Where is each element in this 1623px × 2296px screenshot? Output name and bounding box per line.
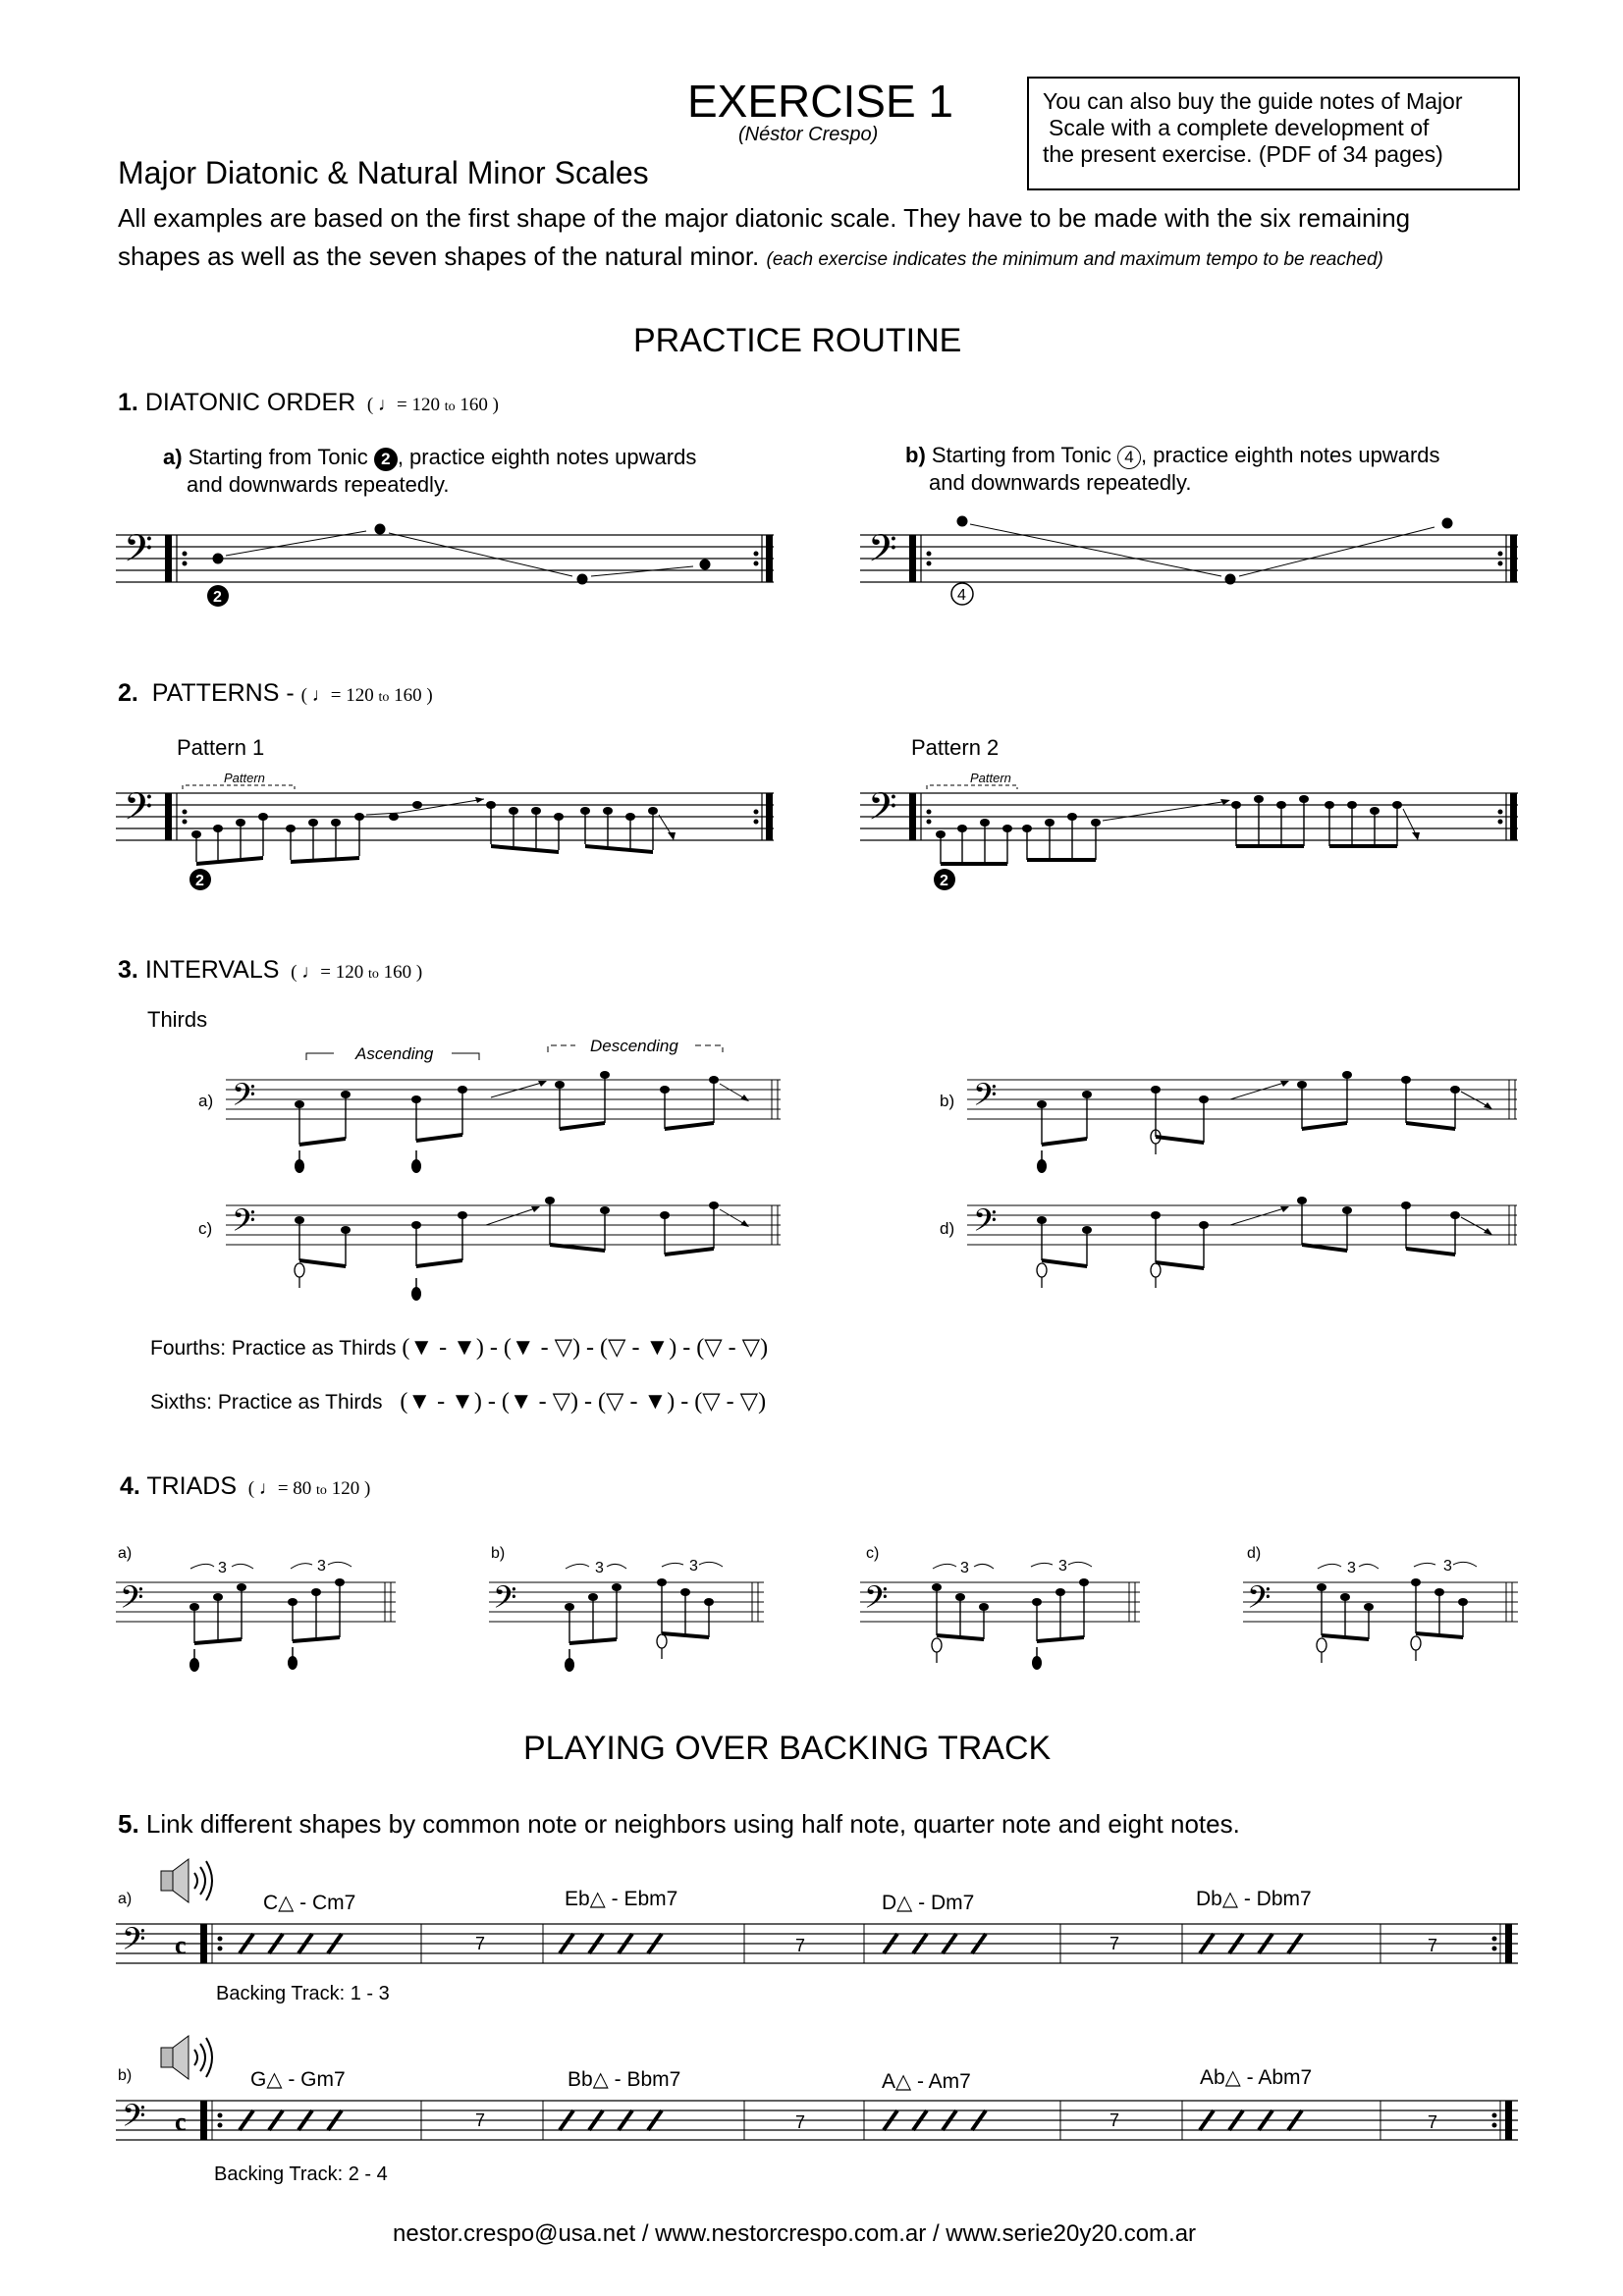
svg-text:3: 3 <box>317 1558 326 1575</box>
tempo-marking: ( ♩= 80 to 120 ) <box>243 1478 371 1499</box>
section-1-heading: 1. DIATONIC ORDER ( ♩= 120 to 160 ) <box>118 389 499 416</box>
pattern-tag: Pattern <box>970 771 1011 785</box>
triad-staff-d <box>1243 1553 1538 1681</box>
repeat-bar-sign: 7 <box>475 1934 486 1953</box>
svg-text:𝄢: 𝄢 <box>124 526 153 579</box>
chord-a-2: Eb△ - Ebm7 <box>565 1888 678 1910</box>
descending-label: Descending <box>590 1037 678 1055</box>
svg-text:3: 3 <box>1347 1560 1356 1576</box>
svg-text:𝄢: 𝄢 <box>122 1921 146 1964</box>
backing-a-label: a) <box>118 1891 133 1907</box>
backing-b-label: b) <box>118 2067 133 2084</box>
pick-down-icon <box>1037 1150 1047 1173</box>
repeat-bar-sign: 7 <box>1428 1936 1438 1955</box>
author: (Néstor Crespo) <box>738 124 879 145</box>
svg-text:𝄢: 𝄢 <box>973 1202 998 1246</box>
pick-up-icon <box>1317 1638 1326 1663</box>
pattern-1-label: Pattern 1 <box>177 735 265 760</box>
repeat-bar-sign: 7 <box>795 2112 806 2132</box>
triad-label-d: d) <box>1247 1545 1262 1562</box>
svg-text:c: c <box>175 1931 187 1959</box>
pick-down-icon <box>189 1649 199 1672</box>
tempo-marking: ( ♩= 120 to 160 ) <box>300 685 433 706</box>
staff-pattern-1 <box>116 766 779 893</box>
svg-text:𝄢: 𝄢 <box>1247 1579 1271 1623</box>
svg-text:3: 3 <box>689 1558 698 1575</box>
page-title: EXERCISE 1 <box>687 76 953 127</box>
speaker-icon[interactable] <box>157 2034 216 2083</box>
svg-text:3: 3 <box>218 1560 227 1576</box>
repeat-bar-sign: 7 <box>795 1936 806 1955</box>
svg-text:𝄢: 𝄢 <box>973 1077 998 1120</box>
svg-text:𝄢: 𝄢 <box>232 1202 256 1246</box>
backing-staff-b <box>116 2091 1530 2160</box>
chord-a-4: Db△ - Dbm7 <box>1196 1888 1312 1910</box>
pick-up-icon <box>1037 1263 1047 1288</box>
svg-text:𝄢: 𝄢 <box>868 526 897 579</box>
chord-a-3: D△ - Dm7 <box>882 1892 975 1914</box>
svg-text:3: 3 <box>1058 1558 1067 1575</box>
pick-up-icon <box>657 1634 667 1659</box>
section-heading-practice: PRACTICE ROUTINE <box>633 322 962 359</box>
svg-text:𝄢: 𝄢 <box>122 2098 146 2141</box>
chord-b-4: Ab△ - Abm7 <box>1200 2066 1313 2089</box>
svg-text:𝄢: 𝄢 <box>124 784 153 837</box>
tonic-2-icon: 2 <box>374 448 398 471</box>
section-heading-backing: PLAYING OVER BACKING TRACK <box>523 1730 1052 1767</box>
descending-bracket <box>546 1042 725 1054</box>
triad-label-a: a) <box>118 1545 133 1562</box>
pick-up-icon <box>932 1638 942 1663</box>
svg-text:𝄢: 𝄢 <box>493 1579 517 1623</box>
chord-b-1: G△ - Gm7 <box>250 2068 346 2091</box>
svg-text:3: 3 <box>960 1560 969 1576</box>
svg-text:𝄢: 𝄢 <box>868 784 897 837</box>
staff-1a <box>116 525 779 614</box>
interval-staff-a <box>226 1070 785 1178</box>
pick-down-icon <box>565 1649 574 1672</box>
triad-staff-b <box>489 1553 784 1681</box>
pick-down-icon <box>411 1278 421 1301</box>
svg-text:2: 2 <box>195 873 204 889</box>
svg-text:𝄢: 𝄢 <box>232 1077 256 1120</box>
svg-text:c: c <box>175 2108 187 2136</box>
triad-label-c: c) <box>866 1545 880 1562</box>
section-2-heading: 2. PATTERNS - ( ♩= 120 to 160 ) <box>118 679 433 707</box>
svg-text:3: 3 <box>595 1560 604 1576</box>
s1-a-text: a) Starting from Tonic 2 , practice eighth notes upwards and downwards repeatedly. <box>163 445 697 497</box>
fourths-line: Fourths: Practice as Thirds (▼ - ▼) - (▼ - ▽) - (▽ - ▼) - (▽ - ▽) <box>150 1335 769 1361</box>
info-box: You can also buy the guide notes of Major Scale with a complete development of the present exercise. (PDF of 34 pages) <box>1027 77 1520 190</box>
pattern-tag: Pattern <box>224 771 265 785</box>
triad-label-b: b) <box>491 1545 506 1562</box>
backing-track-a: Backing Track: 1 - 3 <box>216 1983 390 2004</box>
staff-pattern-2 <box>860 766 1523 893</box>
staff-1b <box>860 525 1523 614</box>
pattern-2-label: Pattern 2 <box>911 735 1000 760</box>
svg-text:2: 2 <box>213 589 222 606</box>
repeat-bar-sign: 7 <box>1109 1934 1120 1953</box>
footer-links[interactable]: nestor.crespo@usa.net / www.nestorcrespo.com.ar / www.serie20y20.com.ar <box>393 2220 1197 2247</box>
triad-staff-a <box>116 1553 410 1681</box>
pick-down-icon <box>411 1150 421 1173</box>
interval-staff-d <box>967 1196 1527 1308</box>
pick-up-icon <box>1151 1263 1161 1288</box>
ascending-bracket <box>304 1050 481 1062</box>
tempo-marking: ( ♩= 120 to 160 ) <box>286 962 423 983</box>
intro-line-1: All examples are based on the first shape of the major diatonic scale. They have to be made with the six remaining <box>118 203 1411 233</box>
svg-text:𝄢: 𝄢 <box>864 1579 889 1623</box>
section-3-heading: 3. INTERVALS ( ♩= 120 to 160 ) <box>118 956 423 984</box>
svg-text:3: 3 <box>1443 1558 1452 1575</box>
backing-track-b: Backing Track: 2 - 4 <box>214 2163 388 2185</box>
interval-staff-b <box>967 1070 1527 1178</box>
s1-b-text: b) Starting from Tonic 4 , practice eighth notes upwards and downwards repeatedly. <box>905 443 1440 495</box>
repeat-bar-sign: 7 <box>475 2110 486 2130</box>
repeat-bar-sign: 7 <box>1428 2112 1438 2132</box>
speaker-icon[interactable] <box>157 1857 216 1906</box>
section-5-text: 5. Link different shapes by common note or neighbors using half note, quarter note and eight notes. <box>118 1809 1240 1839</box>
chord-a-1: C△ - Cm7 <box>263 1892 356 1914</box>
pick-down-icon <box>288 1647 298 1670</box>
interval-label-c: c) <box>198 1219 213 1238</box>
ascending-label: Ascending <box>355 1044 434 1063</box>
svg-text:4: 4 <box>957 587 966 604</box>
intro-line-2: shapes as well as the seven shapes of the natural minor. (each exercise indicates the minimum and maximum tempo to be reached) <box>118 241 1383 271</box>
interval-label-a: a) <box>198 1092 214 1110</box>
svg-text:𝄢: 𝄢 <box>120 1579 144 1623</box>
triad-staff-c <box>860 1553 1155 1681</box>
sixths-line: Sixths: Practice as Thirds (▼ - ▼) - (▼ - ▽) - (▽ - ▼) - (▽ - ▽) <box>150 1389 767 1415</box>
chord-b-3: A△ - Am7 <box>882 2070 971 2093</box>
pick-up-icon <box>1411 1636 1421 1661</box>
thirds-label: Thirds <box>147 1007 208 1032</box>
pick-down-icon <box>1032 1647 1042 1670</box>
pick-down-icon <box>295 1150 304 1173</box>
tonic-4-icon: 4 <box>1117 446 1141 469</box>
subtitle: Major Diatonic & Natural Minor Scales <box>118 155 649 190</box>
tempo-marking: ( ♩= 120 to 160 ) <box>362 395 499 415</box>
interval-staff-c <box>226 1196 785 1308</box>
section-4-heading: 4. TRIADS ( ♩= 80 to 120 ) <box>120 1472 371 1500</box>
repeat-bar-sign: 7 <box>1109 2110 1120 2130</box>
pick-up-icon <box>295 1263 304 1288</box>
interval-label-b: b) <box>940 1092 955 1110</box>
backing-staff-a <box>116 1914 1530 1983</box>
interval-label-d: d) <box>940 1219 955 1238</box>
svg-text:2: 2 <box>940 873 948 889</box>
chord-b-2: Bb△ - Bbm7 <box>568 2068 681 2091</box>
